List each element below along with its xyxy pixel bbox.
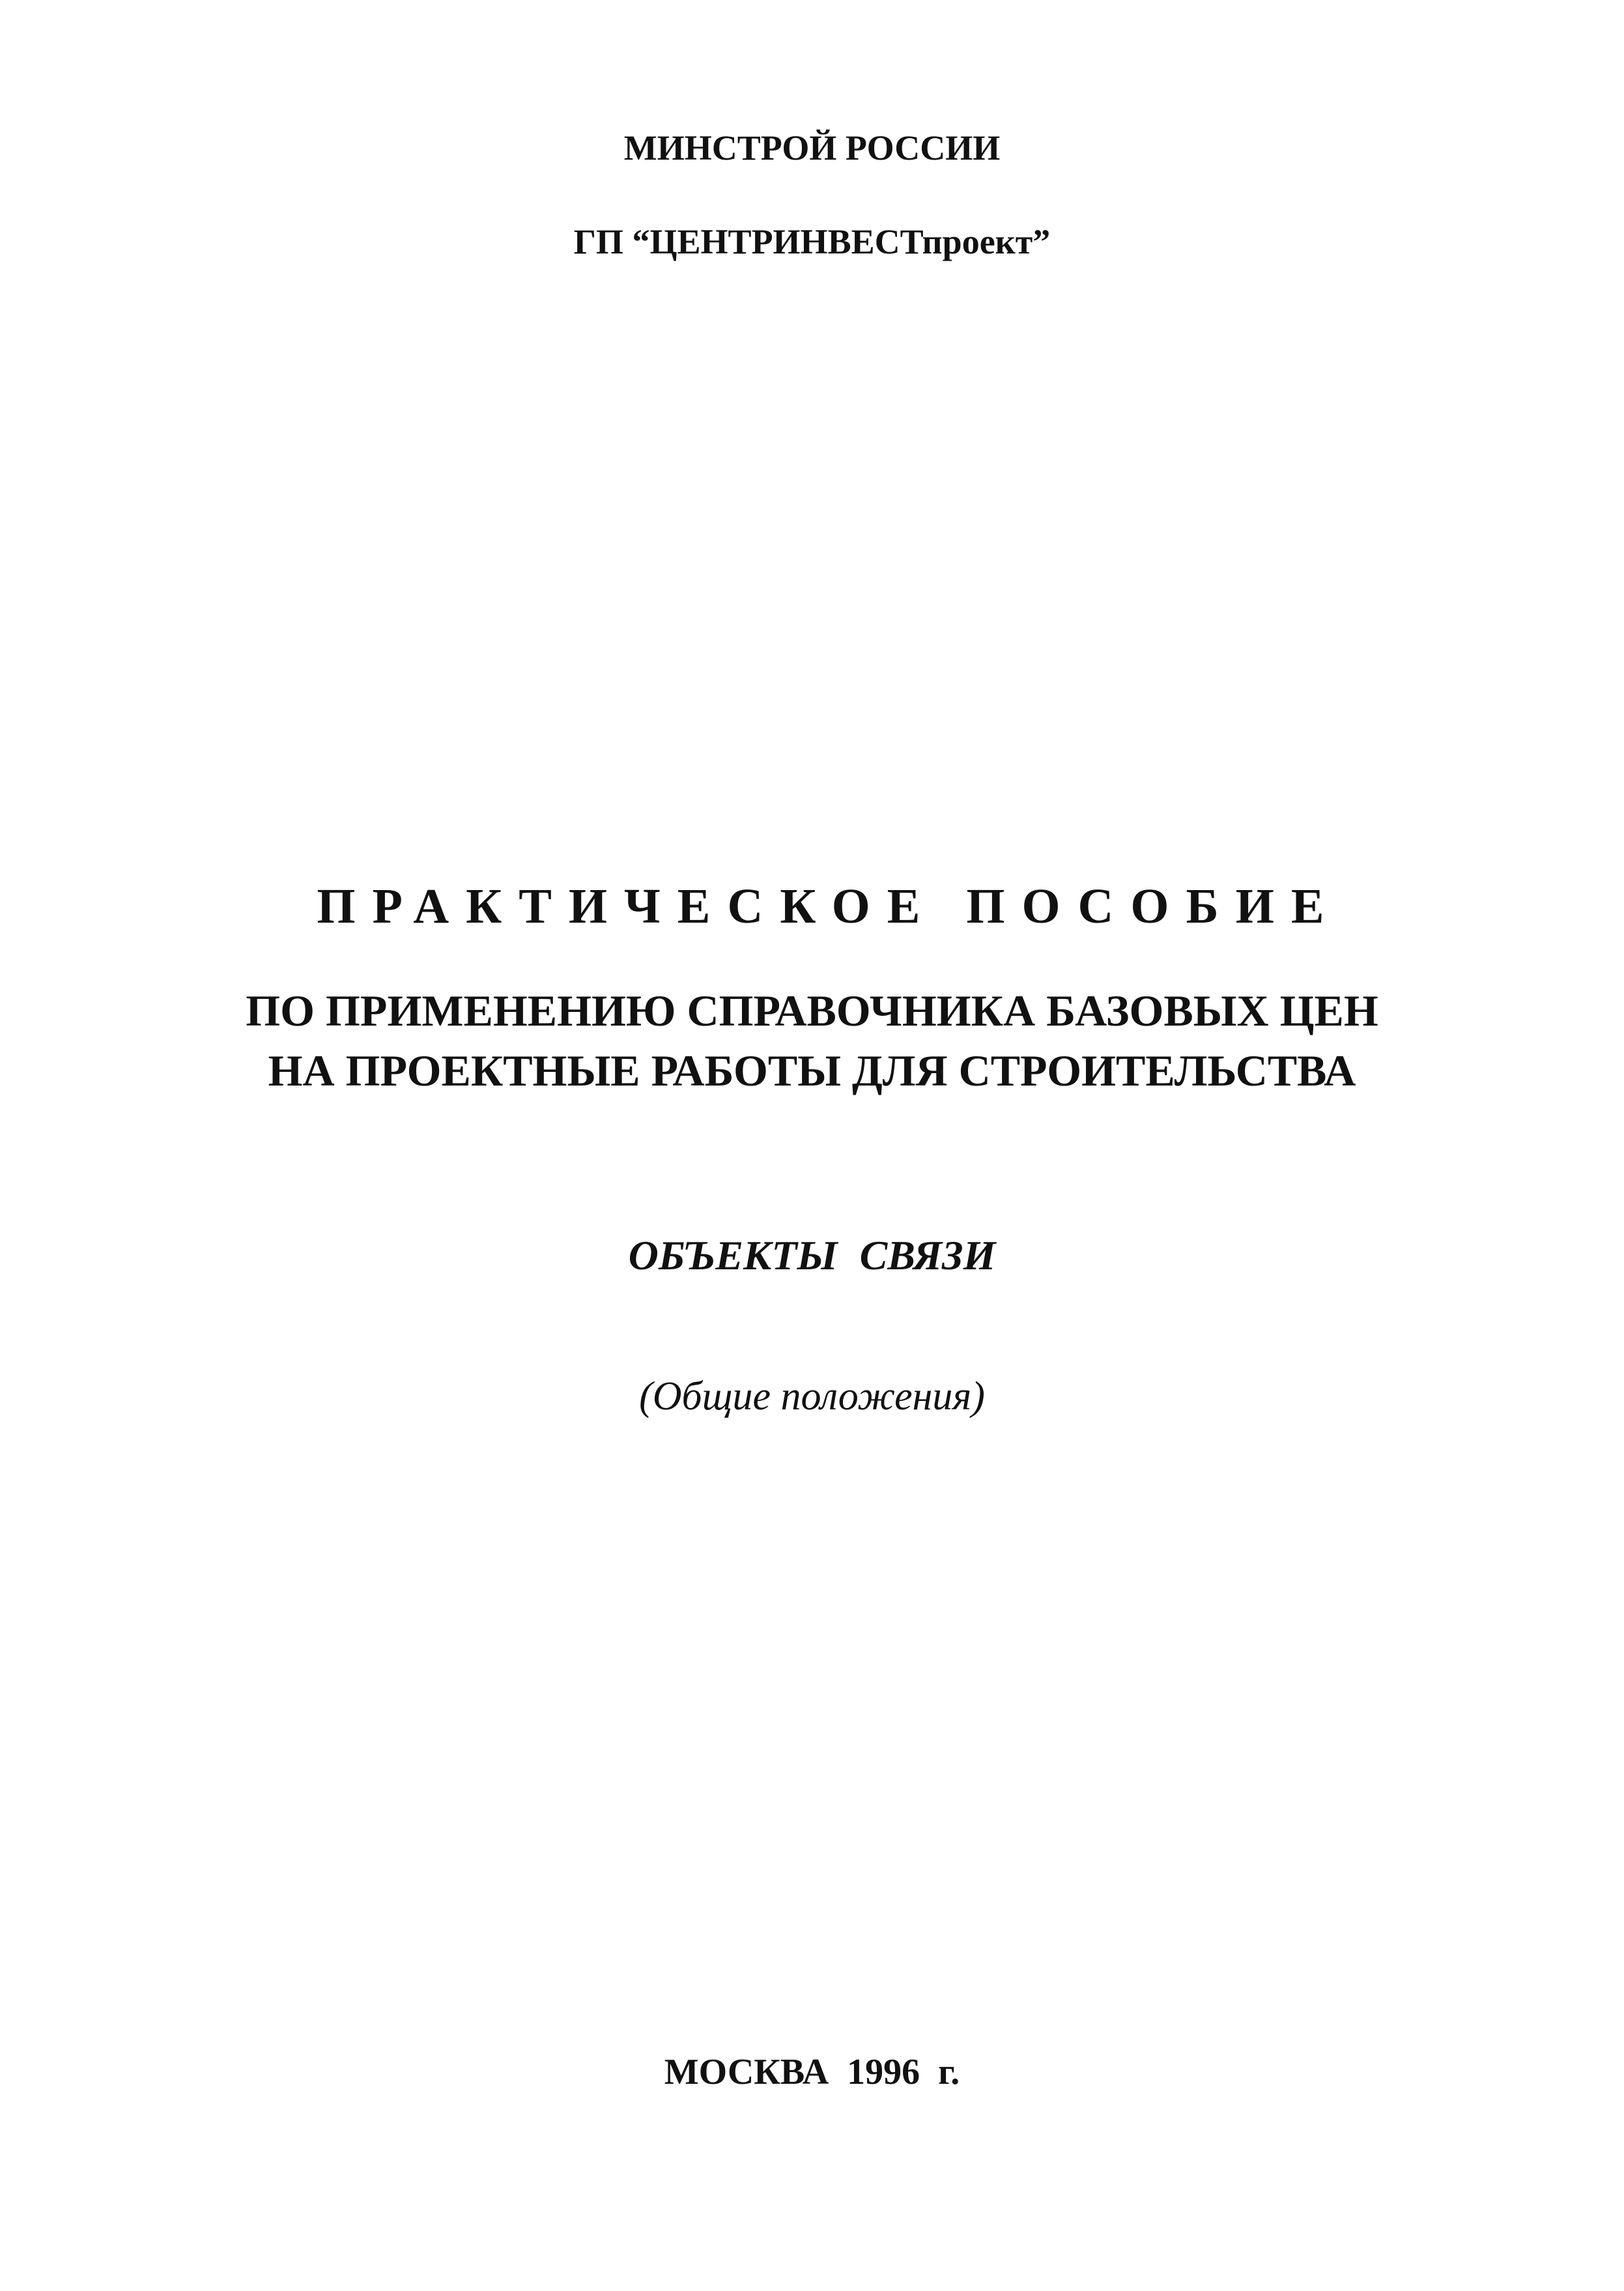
document-subtitle <box>0 981 1624 1101</box>
section-title: ОБЪЕКТЫ СВЯЗИ <box>628 1232 996 1278</box>
section-note: (Общие положения) <box>639 1374 985 1419</box>
document-title: ПРАКТИЧЕСКОЕ ПОСОБИЕ <box>317 879 1341 934</box>
subtitle-line-1: ПО ПРИМЕНЕНИЮ СПРАВОЧНИКА БАЗОВЫХ ЦЕН <box>246 986 1378 1035</box>
organization-heading: ГП “ЦЕНТРИНВЕСТпроект” <box>573 222 1051 261</box>
ministry-heading: МИНСТРОЙ РОССИИ <box>623 128 1001 167</box>
place-and-year: МОСКВА 1996 г. <box>664 2052 960 2092</box>
subtitle-line-2: НА ПРОЕКТНЫЕ РАБОТЫ ДЛЯ СТРОИТЕЛЬСТВА <box>268 1046 1356 1095</box>
